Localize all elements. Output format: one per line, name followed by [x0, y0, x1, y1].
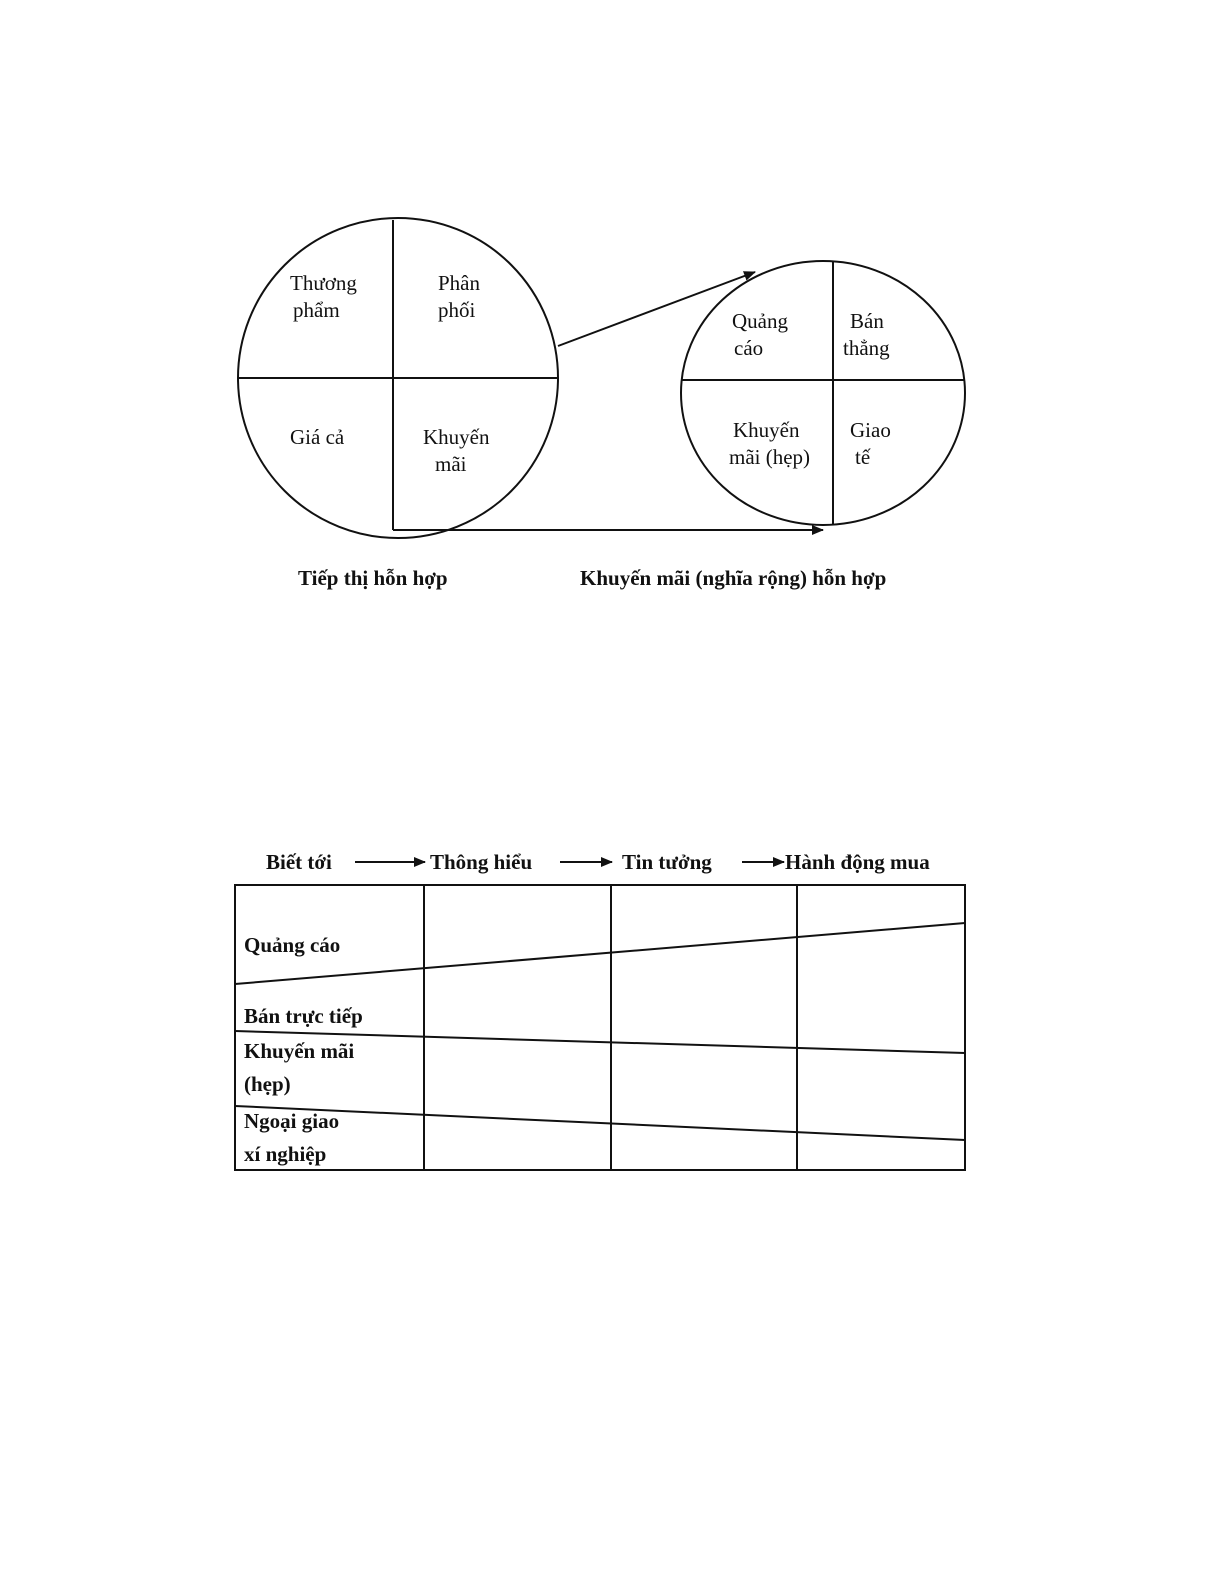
stage-purchase: Hành động mua	[785, 850, 930, 874]
mm-price-label: Giá cả	[290, 425, 345, 449]
pm-advertising-label: Quảng cáo	[732, 309, 788, 360]
marketing-mix-caption: Tiếp thị hỗn hợp	[298, 566, 448, 590]
mm-product-label: Thương phẩm	[290, 271, 357, 322]
row-label-public-relations: Ngoại giao xí nghiệp	[244, 1109, 340, 1166]
marketing-mix-circle	[238, 218, 558, 538]
stage-awareness: Biết tới	[266, 850, 332, 874]
stage-conviction: Tin tưởng	[622, 850, 712, 874]
mm-promotion-label: Khuyến mãi	[423, 425, 490, 476]
row-label-direct-selling: Bán trực tiếp	[244, 1004, 363, 1028]
stage-header	[266, 850, 930, 874]
pm-public-relations-label: Giao tế	[850, 418, 891, 469]
row-divider-sales-promotion	[235, 1106, 965, 1140]
row-label-sales-promotion: Khuyến mãi (hẹp)	[244, 1039, 355, 1096]
row-label-advertising: Quảng cáo	[244, 933, 341, 957]
stage-comprehension: Thông hiểu	[430, 850, 533, 874]
expand-arrow-top	[558, 272, 755, 346]
mm-distribution-label: Phân phối	[438, 271, 480, 322]
row-divider-advertising	[235, 923, 965, 984]
pm-direct-selling-label: Bán thẳng	[843, 309, 890, 360]
pm-sales-promotion-label: Khuyến mãi (hẹp)	[729, 418, 811, 469]
promotion-mix-ellipse	[681, 261, 965, 525]
effectiveness-table	[235, 885, 965, 1170]
promotion-mix-caption: Khuyến mãi (nghĩa rộng) hỗn hợp	[580, 566, 887, 590]
